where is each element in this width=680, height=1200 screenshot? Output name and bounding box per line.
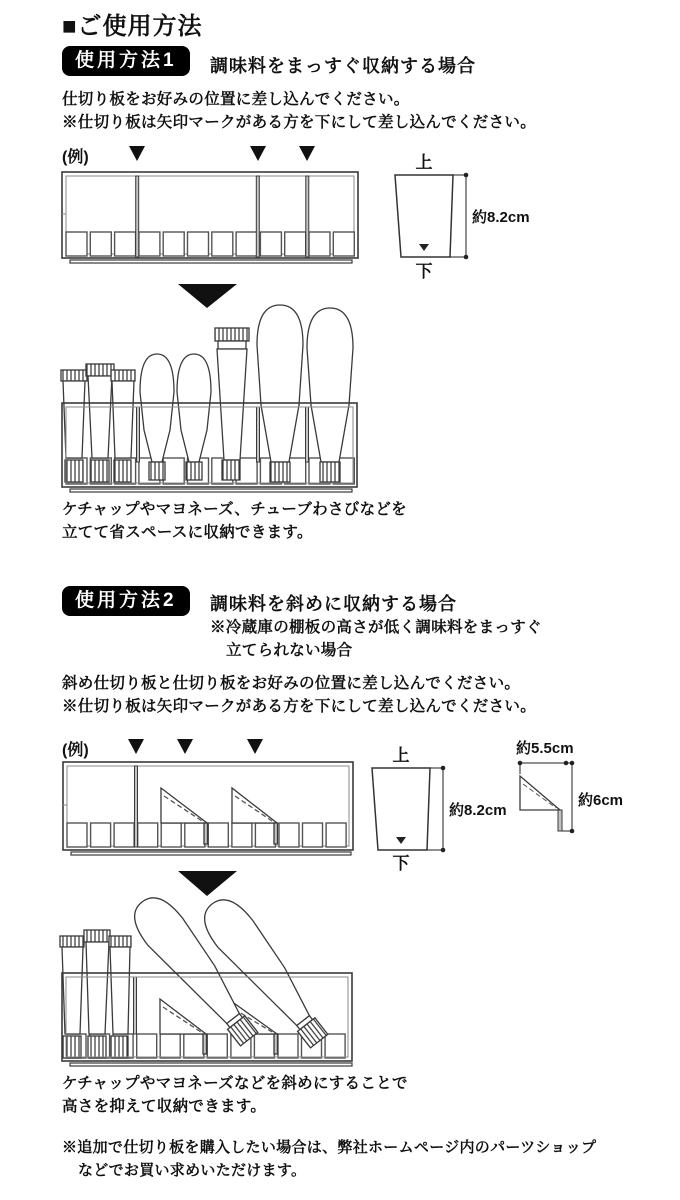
plate-top-label: 上 — [415, 153, 433, 172]
note-line: 立てられない場合 — [226, 642, 353, 659]
insert-arrow-icons — [128, 739, 263, 754]
usage-method-1-instructions — [62, 88, 622, 134]
instruction-note: ※仕切り板は矢印マークがある方を下にして差し込んでください。 — [62, 698, 537, 715]
plate-bottom-label: 下 — [392, 854, 410, 873]
inserted-divider — [134, 977, 137, 1034]
divider-plate-detail — [395, 152, 530, 281]
down-arrow-icon — [178, 284, 237, 308]
caption-line: 立てて省スペースに収納できます。 — [62, 524, 313, 541]
divider-plate-detail — [372, 745, 507, 873]
usage-method-2-badge: 使用方法2 — [62, 586, 190, 616]
footnote — [62, 1136, 642, 1182]
condiment-tubes — [60, 930, 131, 1058]
condiment-tube-tall — [215, 328, 249, 480]
instruction-note: ※仕切り板は矢印マークがある方を下にして差し込んでください。 — [62, 114, 537, 131]
condiment-tubes — [61, 364, 135, 482]
page-title: ■ご使用方法 — [62, 13, 203, 40]
usage-method-2-caption — [62, 1072, 542, 1118]
straight-storage-illustration — [50, 280, 610, 495]
inserted-divider — [135, 766, 138, 847]
usage-method-2-note — [210, 616, 630, 662]
caption-line: ケチャップやマヨネーズ、チューブわさびなどを — [62, 501, 407, 518]
slant-height-value: 約6cm — [578, 792, 624, 809]
caption-line: 高さを抑えて収納できます。 — [62, 1098, 267, 1115]
slant-storage-illustration — [50, 866, 610, 1068]
plate-bottom-label: 下 — [415, 262, 433, 281]
tray-slots — [66, 232, 354, 256]
slant-plate-detail — [516, 739, 623, 833]
footnote-line: などでお買い求めいただけます。 — [78, 1162, 307, 1179]
instruction-line: 仕切り板をお好みの位置に差し込んでください。 — [62, 91, 410, 108]
plate-top-label: 上 — [392, 746, 410, 765]
example-label: (例) — [62, 149, 89, 166]
caption-line: ケチャップやマヨネーズなどを斜めにすることで — [62, 1075, 408, 1092]
plate-height-value: 約8.2cm — [449, 802, 507, 819]
usage-method-1-caption — [62, 498, 542, 544]
footnote-line: ※追加で仕切り板を購入したい場合は、弊社ホームページ内のパーツショップ — [62, 1139, 597, 1156]
insert-arrow-icons — [129, 146, 315, 161]
instruction-line: 斜め仕切り板と仕切り板をお好みの位置に差し込んでください。 — [62, 675, 521, 692]
usage-method-1-heading: 調味料をまっすぐ収納する場合 — [210, 56, 476, 76]
slant-width-value: 約5.5cm — [516, 740, 574, 757]
note-line: ※冷蔵庫の棚板の高さが低く調味料をまっすぐ — [210, 619, 542, 636]
usage-method-2-heading: 調味料を斜めに収納する場合 — [210, 594, 457, 614]
slant-insert-diagram — [50, 735, 630, 875]
straight-insert-diagram — [50, 140, 610, 288]
down-arrow-icon — [178, 871, 237, 896]
example-label: (例) — [62, 742, 89, 759]
usage-method-1-badge: 使用方法1 — [62, 46, 190, 76]
plate-height-value: 約8.2cm — [472, 209, 530, 226]
usage-method-2-instructions — [62, 672, 622, 718]
